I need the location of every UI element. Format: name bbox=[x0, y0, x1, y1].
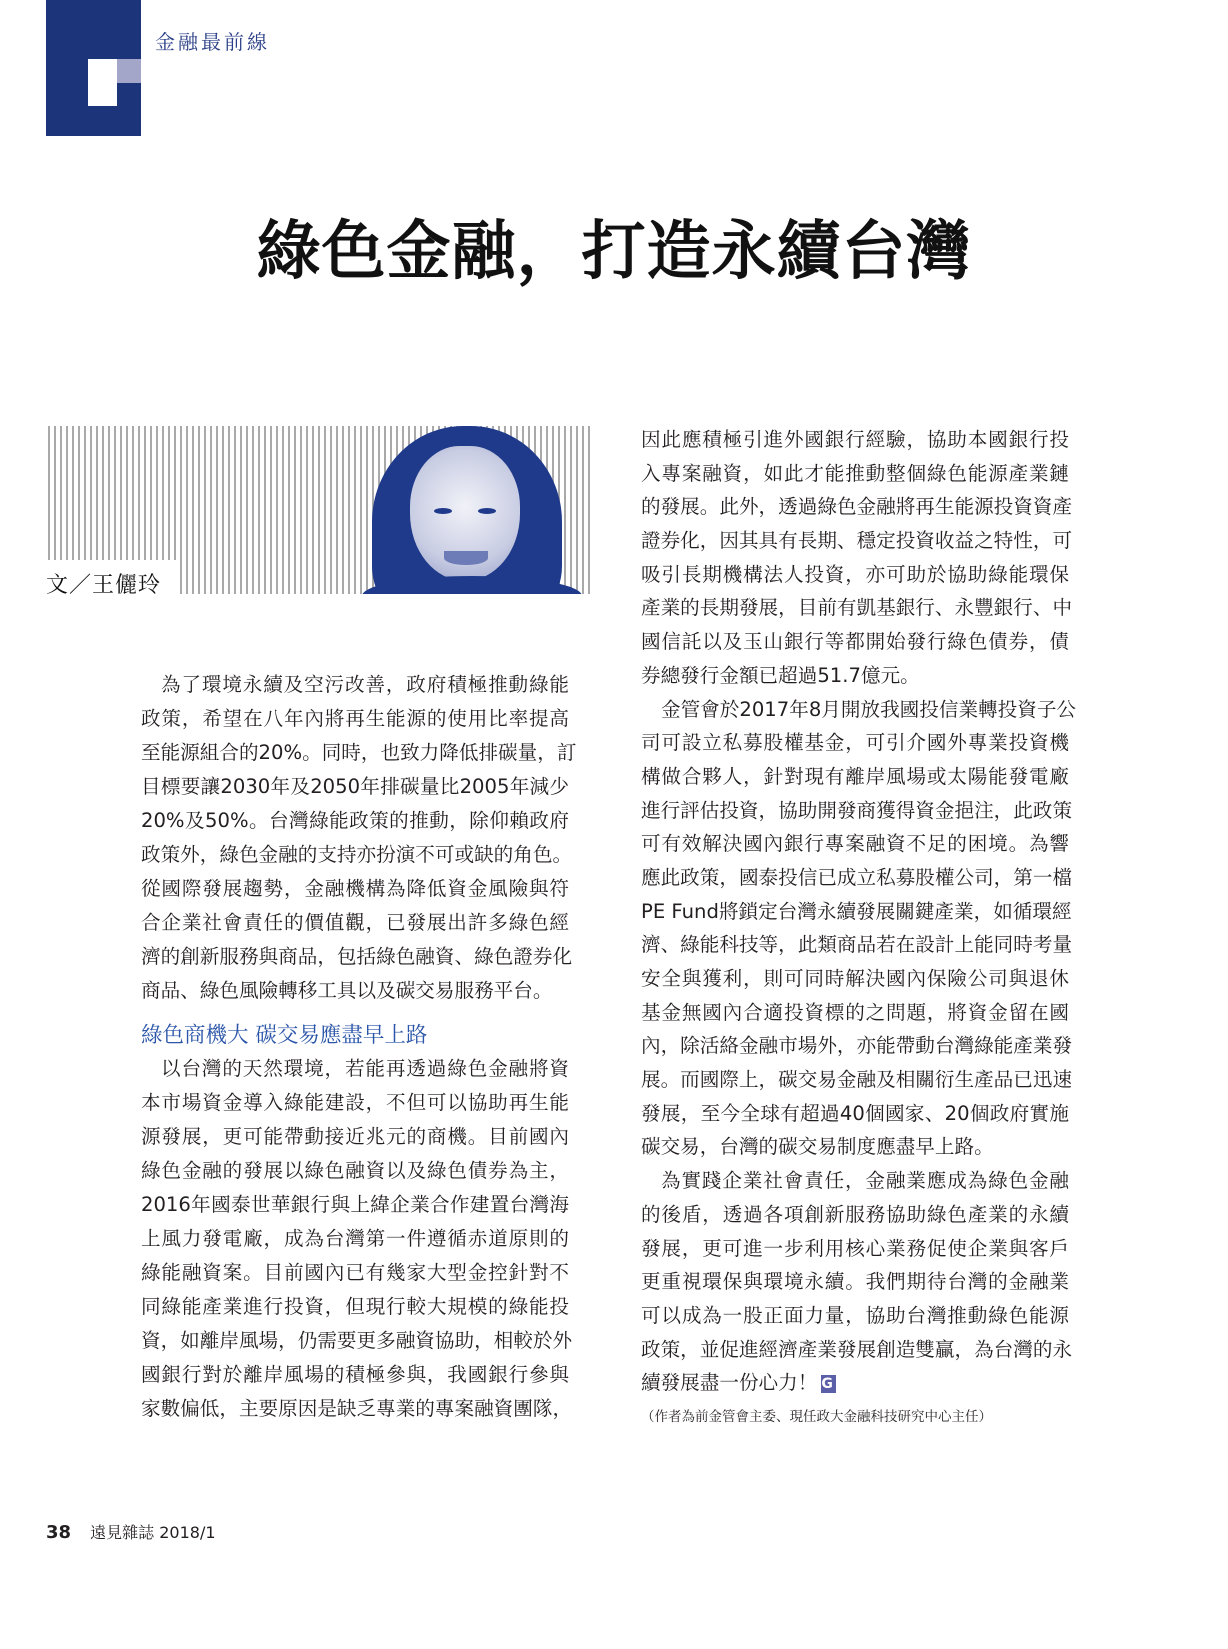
logo-white-square bbox=[88, 59, 117, 106]
logo-light-square bbox=[117, 59, 141, 83]
text-line: 政策外，綠色金融的支持亦扮演不可或缺的角色。 bbox=[141, 843, 573, 866]
right-column bbox=[641, 423, 1077, 1434]
text-line: 目標要讓2030年及2050年排碳量比2005年減少 bbox=[141, 775, 569, 798]
text-line: 國銀行對於離岸風場的積極參與，我國銀行參與 bbox=[141, 1363, 569, 1386]
author-photo bbox=[362, 426, 582, 594]
text-line: 以台灣的天然環境，若能再透過綠色金融將資 bbox=[161, 1057, 569, 1080]
publication-info: 遠見雜誌 2018/1 bbox=[90, 1523, 216, 1542]
text-line: 綠能融資案。目前國內已有幾家大型金控針對不 bbox=[141, 1261, 569, 1284]
text-line: 金管會於2017年8月開放我國投信業轉投資子公 bbox=[661, 697, 1077, 721]
text-line: 綠色金融的發展以綠色融資以及綠色債券為主， bbox=[141, 1159, 569, 1182]
text-line: 續發展盡一份心力！ G bbox=[641, 1366, 1069, 1400]
text-line: 濟的創新服務與商品，包括綠色融資、綠色證券化 bbox=[141, 945, 573, 968]
paragraph bbox=[641, 693, 1077, 1165]
end-mark-icon: G bbox=[821, 1375, 836, 1393]
paragraph bbox=[141, 668, 577, 1008]
text-line: 源發展，更可能帶動接近兆元的商機。目前國內 bbox=[141, 1125, 569, 1148]
section-logo-block bbox=[46, 0, 141, 136]
subheading: 綠色商機大 碳交易應盡早上路 bbox=[141, 1023, 428, 1048]
text-line: 濟、綠能科技等，此類商品若在設計上能同時考量 bbox=[641, 933, 1073, 957]
page-footer bbox=[46, 1520, 216, 1543]
text-line: 20%及50%。台灣綠能政策的推動，除仰賴政府 bbox=[141, 809, 569, 832]
text-line: 產業的長期發展，目前有凱基銀行、永豐銀行、中 bbox=[641, 596, 1073, 620]
author-note: （作者為前金管會主委、現任政大金融科技研究中心主任） bbox=[641, 1408, 992, 1425]
article-title: 綠色金融，打造永續台灣 bbox=[256, 214, 972, 289]
text-line: 從國際發展趨勢，金融機構為降低資金風險與符 bbox=[141, 877, 569, 900]
paragraph bbox=[641, 1164, 1073, 1400]
text-line: 合企業社會責任的價值觀，已發展出許多綠色經 bbox=[141, 911, 569, 934]
text-line: PE Fund將鎖定台灣永續發展關鍵產業，如循環經 bbox=[641, 899, 1072, 923]
text-line: 上風力發電廠，成為台灣第一件遵循赤道原則的 bbox=[141, 1227, 569, 1250]
text-line: 為了環境永續及空污改善，政府積極推動綠能 bbox=[161, 673, 569, 696]
left-column bbox=[141, 668, 577, 1426]
text-line: 國信託以及玉山銀行等都開始發行綠色債券，債 bbox=[641, 630, 1069, 654]
text-line: 碳交易，台灣的碳交易制度應盡早上路。 bbox=[641, 1135, 994, 1159]
text-line: 發展，更可進一步利用核心業務促使企業與客戶 bbox=[641, 1236, 1069, 1260]
text-line: 商品、綠色風險轉移工具以及碳交易服務平台。 bbox=[141, 979, 553, 1002]
text-line: 內，除活絡金融市場外，亦能帶動台灣綠能產業發 bbox=[641, 1034, 1073, 1058]
text-line: 應此政策，國泰投信已成立私募股權公司，第一檔 bbox=[641, 865, 1073, 889]
text-line: 可有效解決國內銀行專案融資不足的困境。為響 bbox=[641, 832, 1069, 856]
text-line: 基金無國內合適投資標的之問題，將資金留在國 bbox=[641, 1000, 1069, 1024]
text-line: 同綠能產業進行投資，但現行較大規模的綠能投 bbox=[141, 1295, 569, 1318]
text-line: 本市場資金導入綠能建設，不但可以協助再生能 bbox=[141, 1091, 569, 1114]
text-line: 入專案融資，如此才能推動整個綠色能源產業鏈 bbox=[641, 461, 1069, 485]
text-line: 展。而國際上，碳交易金融及相關衍生產品已迅速 bbox=[641, 1068, 1073, 1092]
text-line: 至能源組合的20%。同時，也致力降低排碳量，訂 bbox=[141, 741, 577, 764]
text-line: 為實踐企業社會責任，金融業應成為綠色金融 bbox=[661, 1169, 1069, 1193]
text-line: 發展，至今全球有超過40個國家、20個政府實施 bbox=[641, 1101, 1069, 1125]
page-number: 38 bbox=[46, 1522, 72, 1543]
text-line: 可以成為一股正面力量，協助台灣推動綠色能源 bbox=[641, 1303, 1069, 1327]
paragraph bbox=[141, 1052, 573, 1426]
text-line: 證券化，因其具有長期、穩定投資收益之特性，可 bbox=[641, 529, 1073, 553]
text-line: 券總發行金額已超過51.7億元。 bbox=[641, 663, 920, 687]
text-line: 更重視環保與環境永續。我們期待台灣的金融業 bbox=[641, 1270, 1069, 1294]
text-line: 政策，希望在八年內將再生能源的使用比率提高 bbox=[141, 707, 569, 730]
text-line: 政策，並促進經濟產業發展創造雙贏，為台灣的永 bbox=[641, 1337, 1073, 1361]
paragraph bbox=[641, 423, 1073, 693]
text-line: 因此應積極引進外國銀行經驗，協助本國銀行投 bbox=[641, 428, 1069, 451]
text-line: 進行評估投資，協助開發商獲得資金挹注，此政策 bbox=[641, 798, 1073, 822]
text-line: 安全與獲利，則可同時解決國內保險公司與退休 bbox=[641, 967, 1069, 990]
text-line: 構做合夥人，針對現有離岸風場或太陽能發電廠 bbox=[641, 764, 1069, 788]
text-line: 的後盾，透過各項創新服務協助綠色產業的永續 bbox=[641, 1202, 1069, 1226]
section-label: 金融最前線 bbox=[155, 30, 270, 54]
author-byline: 文／王儷玲 bbox=[46, 573, 162, 598]
text-line: 資，如離岸風場，仍需要更多融資協助，相較於外 bbox=[141, 1329, 573, 1352]
text-line: 司可設立私募股權基金，可引介國外專業投資機 bbox=[641, 731, 1069, 755]
text-line: 2016年國泰世華銀行與上緯企業合作建置台灣海 bbox=[141, 1193, 569, 1216]
text-line: 家數偏低，主要原因是缺乏專業的專案融資團隊， bbox=[141, 1397, 573, 1420]
text-line: 吸引長期機構法人投資，亦可助於協助綠能環保 bbox=[641, 562, 1069, 586]
text-line: 的發展。此外，透過綠色金融將再生能源投資資產 bbox=[641, 495, 1073, 519]
